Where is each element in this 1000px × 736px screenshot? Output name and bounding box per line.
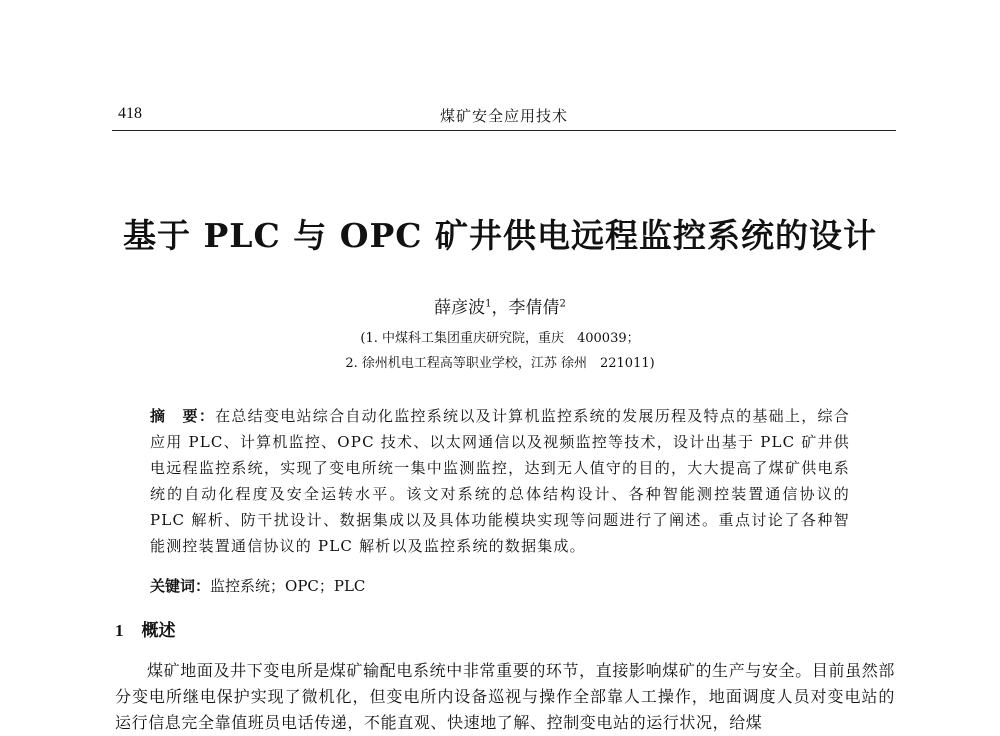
page-header bbox=[112, 103, 896, 129]
affiliation-line: (1. 中煤科工集团重庆研究院，重庆 400039； bbox=[360, 331, 640, 346]
abstract bbox=[150, 403, 850, 559]
section-number: 1 bbox=[115, 621, 124, 640]
abstract-label: 摘 要： bbox=[150, 407, 216, 425]
author-affil-mark: 1 bbox=[485, 298, 492, 310]
author-name: 李倩倩 bbox=[508, 298, 560, 318]
paper-title: 基于 PLC 与 OPC 矿井供电远程监控系统的设计 bbox=[122, 216, 878, 255]
header-rule bbox=[112, 130, 896, 131]
affiliation-line: 2. 徐州机电工程高等职业学校，江苏 徐州 221011) bbox=[345, 356, 655, 371]
keywords-text: 监控系统；OPC；PLC bbox=[210, 577, 366, 595]
body-paragraph: 煤矿地面及井下变电所是煤矿输配电系统中非常重要的环节，直接影响煤矿的生产与安全。目前虽然部分变电所继电保护实现了微机化，但变电所内设备巡视与操作全部靠人工操作，地面调度人员对变电站的运行信息完全靠值班员电话传递，不能直观、快速地了解、控制变电站的运行状况，给煤 bbox=[115, 661, 895, 732]
author-line bbox=[0, 293, 1000, 318]
author-name: 薛彦波 bbox=[434, 298, 486, 318]
section-title: 概述 bbox=[141, 621, 176, 641]
running-title: 煤矿安全应用技术 bbox=[439, 107, 568, 125]
section-heading bbox=[115, 616, 176, 641]
abstract-text: 在总结变电站综合自动化监控系统以及计算机监控系统的发展历程及特点的基础上，综合应用 PLC、计算机监控、OPC 技术、以太网通信以及视频监控等技术，设计出基于 PLC 矿井供电远程监控系统，实现了变电所统一集中监测监控，达到无人值守的目的，大大提高了煤矿供电系统的自动化程度及安全运转水平。该文对系统的总体结构设计、各种智能测控装置通信协议的 PLC 解析、防干扰设计、数据集成以及具体功能模块实现等问题进行了阐述。重点讨论了各种智能测控装置通信协议的 PLC 解析以及监控系统的数据集成。 bbox=[150, 407, 850, 555]
page-number: 418 bbox=[118, 105, 142, 122]
author-separator: ， bbox=[491, 298, 509, 318]
keywords-label: 关键词： bbox=[150, 577, 211, 595]
keywords bbox=[150, 575, 850, 596]
author-affil-mark: 2 bbox=[559, 298, 566, 310]
